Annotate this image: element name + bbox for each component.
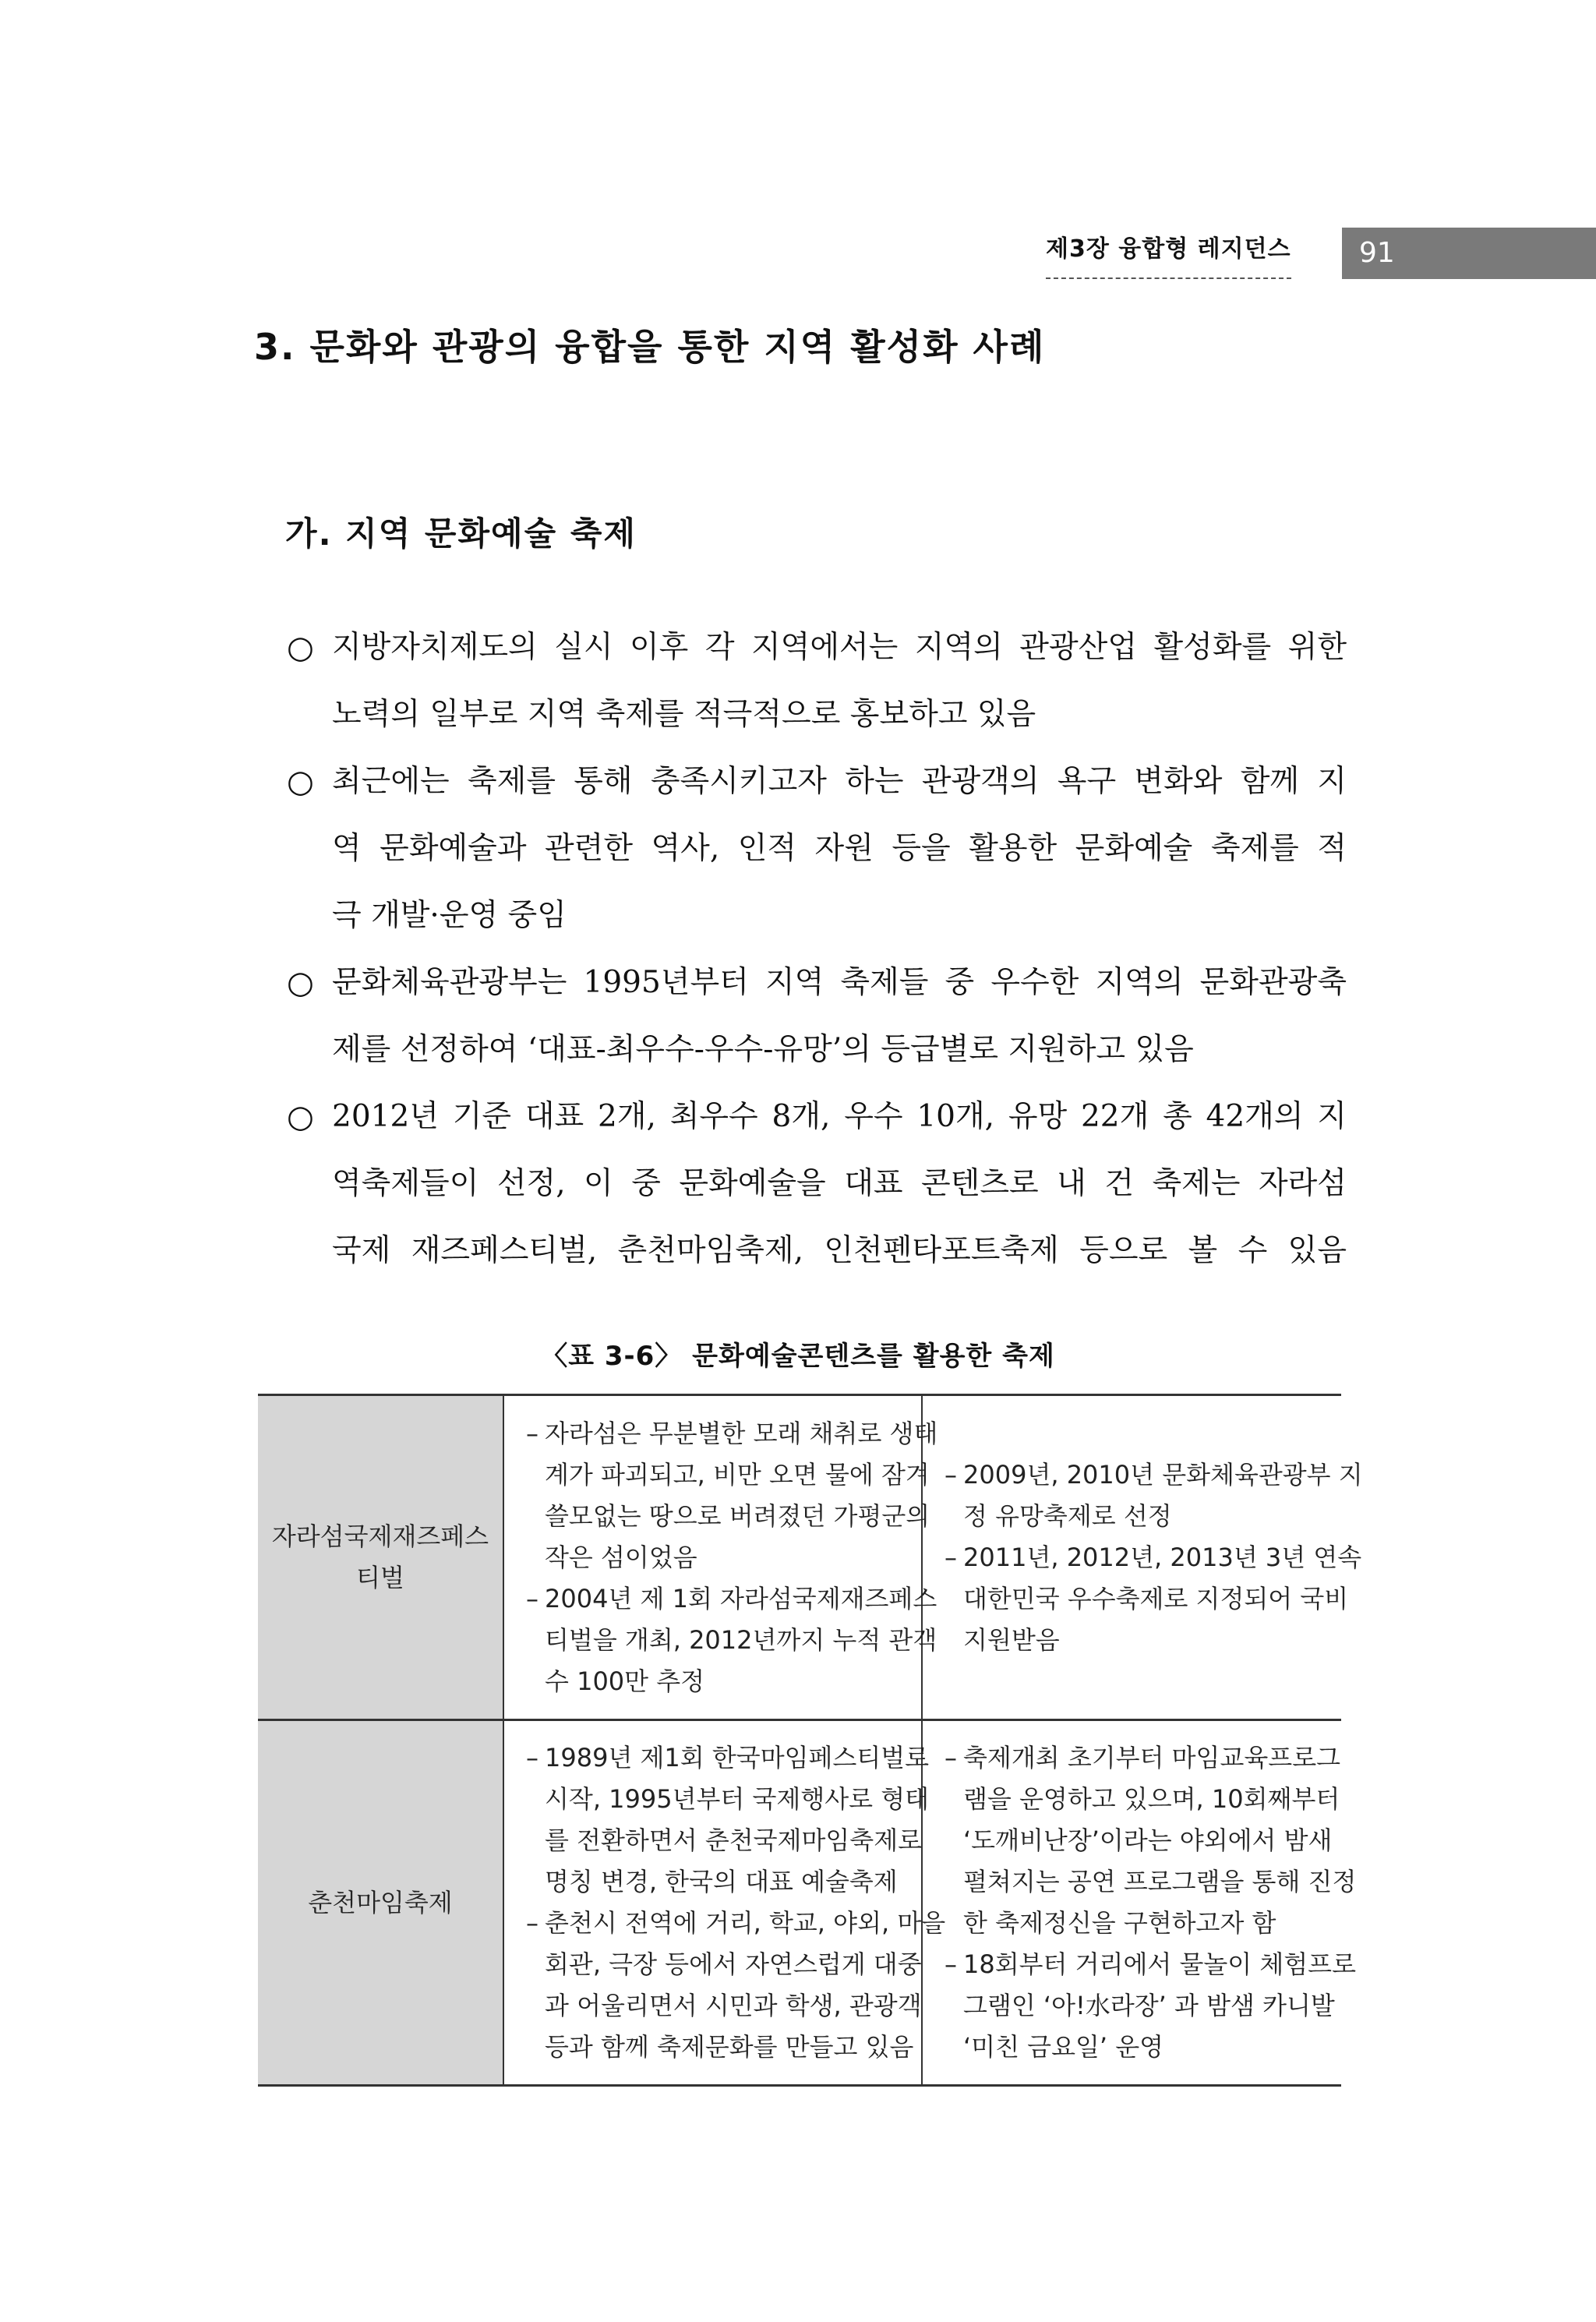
dash-bullet-icon: –: [526, 1908, 538, 1938]
bullet-line: 극 개발·운영 중임: [332, 898, 567, 933]
page-number: 91: [1342, 228, 1596, 279]
dash-bullet-icon: –: [945, 1949, 957, 1979]
dash-bullet-icon: –: [526, 1583, 538, 1613]
dash-bullet-icon: –: [526, 1743, 538, 1772]
cell-line: 춘천시 전역에 거리, 학교, 야외, 마을: [545, 1908, 946, 1938]
bullet-line: 지방자치제도의 실시 이후 각 지역에서는 지역의 관광산업 활성화를 위한: [332, 630, 1347, 665]
festival-name-cell: [258, 1720, 503, 2086]
cell-line: 명칭 변경, 한국의 대표 예술축제: [545, 1867, 898, 1896]
table-caption: 〈표 3-6〉 문화예술콘텐츠를 활용한 축제: [541, 1341, 1055, 1372]
section-title: 3. 문화와 관광의 융합을 통한 지역 활성화 사례: [254, 326, 1046, 368]
cell-line: 한 축제정신을 구현하고자 함: [963, 1908, 1276, 1938]
dash-item: [504, 1413, 938, 1578]
cell-line: 1989년 제1회 한국마임페스티벌로: [545, 1743, 930, 1772]
dash-item: [923, 1944, 1357, 2068]
festival-name-line: 춘천마임축제: [308, 1887, 453, 1917]
bullet-item: [287, 1083, 1347, 1285]
bullet-list: [287, 614, 1347, 1285]
dash-item: [504, 1737, 930, 1903]
features-cell: [922, 1395, 1363, 1720]
bullet-item: [287, 614, 1347, 748]
circle-bullet-icon: ○: [287, 764, 314, 800]
cell-line: 2011년, 2012년, 2013년 3년 연속: [963, 1542, 1362, 1572]
bullet-line: 역축제들이 선정, 이 중 문화예술을 대표 콘텐츠로 내 건 축제는 자라섬: [332, 1166, 1347, 1201]
cell-line: 작은 섬이었음: [545, 1542, 697, 1572]
bullet-item: [287, 748, 1347, 949]
cell-line: 시작, 1995년부터 국제행사로 형태: [545, 1784, 930, 1814]
dash-item: [923, 1537, 1362, 1661]
bullet-line: 역 문화예술과 관련한 역사, 인적 자원 등을 활용한 문화예술 축제를 적: [332, 831, 1347, 866]
cell-line: 2009년, 2010년 문화체육관광부 지: [963, 1459, 1363, 1490]
cell-line: 2004년 제 1회 자라섬국제재즈페스: [545, 1583, 937, 1613]
table-row: [258, 1395, 1341, 1720]
circle-bullet-icon: ○: [287, 1099, 314, 1135]
cell-line: 자라섬은 무분별한 모래 채취로 생태: [545, 1418, 938, 1448]
dash-item: [923, 1454, 1363, 1537]
cell-line: 그램인 ‘아!水라장’ 과 밤샘 카니발: [963, 1991, 1335, 2020]
cell-line: ‘도깨비난장’이라는 야외에서 밤새: [963, 1825, 1333, 1855]
dash-bullet-icon: –: [945, 1459, 957, 1490]
festival-name-cell: [258, 1395, 503, 1720]
cell-line: ‘미친 금요일’ 운영: [963, 2032, 1164, 2062]
overview-cell: [503, 1720, 946, 2086]
bullet-line: 제를 선정하여 ‘대표-최우수-우수-유망’의 등급별로 지원하고 있음: [332, 1032, 1194, 1067]
cell-line: 티벌을 개최, 2012년까지 누적 관객: [545, 1624, 937, 1655]
cell-line: 를 전환하면서 춘천국제마임축제로: [545, 1825, 923, 1855]
festival-name-line: 자라섬국제재즈페스: [271, 1521, 489, 1551]
dash-bullet-icon: –: [526, 1418, 538, 1448]
cell-line: 쓸모없는 땅으로 버려졌던 가평군의: [545, 1500, 930, 1531]
dash-item: [504, 1903, 946, 2068]
bullet-line: 2012년 기준 대표 2개, 최우수 8개, 우수 10개, 유망 22개 총 42개의 지: [332, 1099, 1347, 1134]
cell-line: 지원받음: [963, 1624, 1060, 1655]
cell-line: 정 유망축제로 선정: [963, 1500, 1172, 1531]
festival-table: [258, 1394, 1363, 2087]
dash-bullet-icon: –: [945, 1743, 957, 1772]
subsection-title: 가. 지역 문화예술 축제: [285, 514, 637, 553]
bullet-line: 최근에는 축제를 통해 충족시키고자 하는 관광객의 욕구 변화와 함께 지: [332, 764, 1347, 799]
cell-line: 계가 파괴되고, 비만 오면 물에 잠겨: [545, 1459, 930, 1490]
cell-line: 회관, 극장 등에서 자연스럽게 대중: [545, 1949, 922, 1979]
cell-line: 18회부터 거리에서 물놀이 체험프로: [963, 1949, 1357, 1979]
overview-cell: [503, 1395, 938, 1720]
cell-line: 수 100만 추정: [545, 1666, 705, 1696]
cell-line: 등과 함께 축제문화를 만들고 있음: [545, 2032, 914, 2062]
festival-name-line: 티벌: [356, 1563, 404, 1592]
circle-bullet-icon: ○: [287, 630, 314, 666]
cell-line: 대한민국 우수축제로 지정되어 국비: [963, 1583, 1349, 1613]
cell-line: 축제개최 초기부터 마임교육프로그: [963, 1743, 1341, 1772]
cell-line: 램을 운영하고 있으며, 10회째부터: [963, 1784, 1340, 1814]
cell-line: 과 어울리면서 시민과 학생, 관광객: [545, 1991, 922, 2020]
table-row: [258, 1720, 1341, 2086]
features-cell: [922, 1720, 1357, 2086]
dash-item: [504, 1578, 937, 1702]
running-header-chapter: 제3장 융합형 레지던스: [1046, 234, 1291, 279]
cell-line: 펼쳐지는 공연 프로그램을 통해 진정: [963, 1867, 1357, 1896]
circle-bullet-icon: ○: [287, 965, 314, 1001]
bullet-line: 노력의 일부로 지역 축제를 적극적으로 홍보하고 있음: [332, 697, 1036, 732]
dash-bullet-icon: –: [945, 1542, 957, 1572]
bullet-line: 국제 재즈페스티벌, 춘천마임축제, 인천펜타포트축제 등으로 볼 수 있음: [332, 1233, 1347, 1268]
bullet-line: 문화체육관광부는 1995년부터 지역 축제들 중 우수한 지역의 문화관광축: [332, 965, 1347, 1000]
bullet-item: [287, 949, 1347, 1083]
dash-item: [923, 1737, 1357, 1944]
